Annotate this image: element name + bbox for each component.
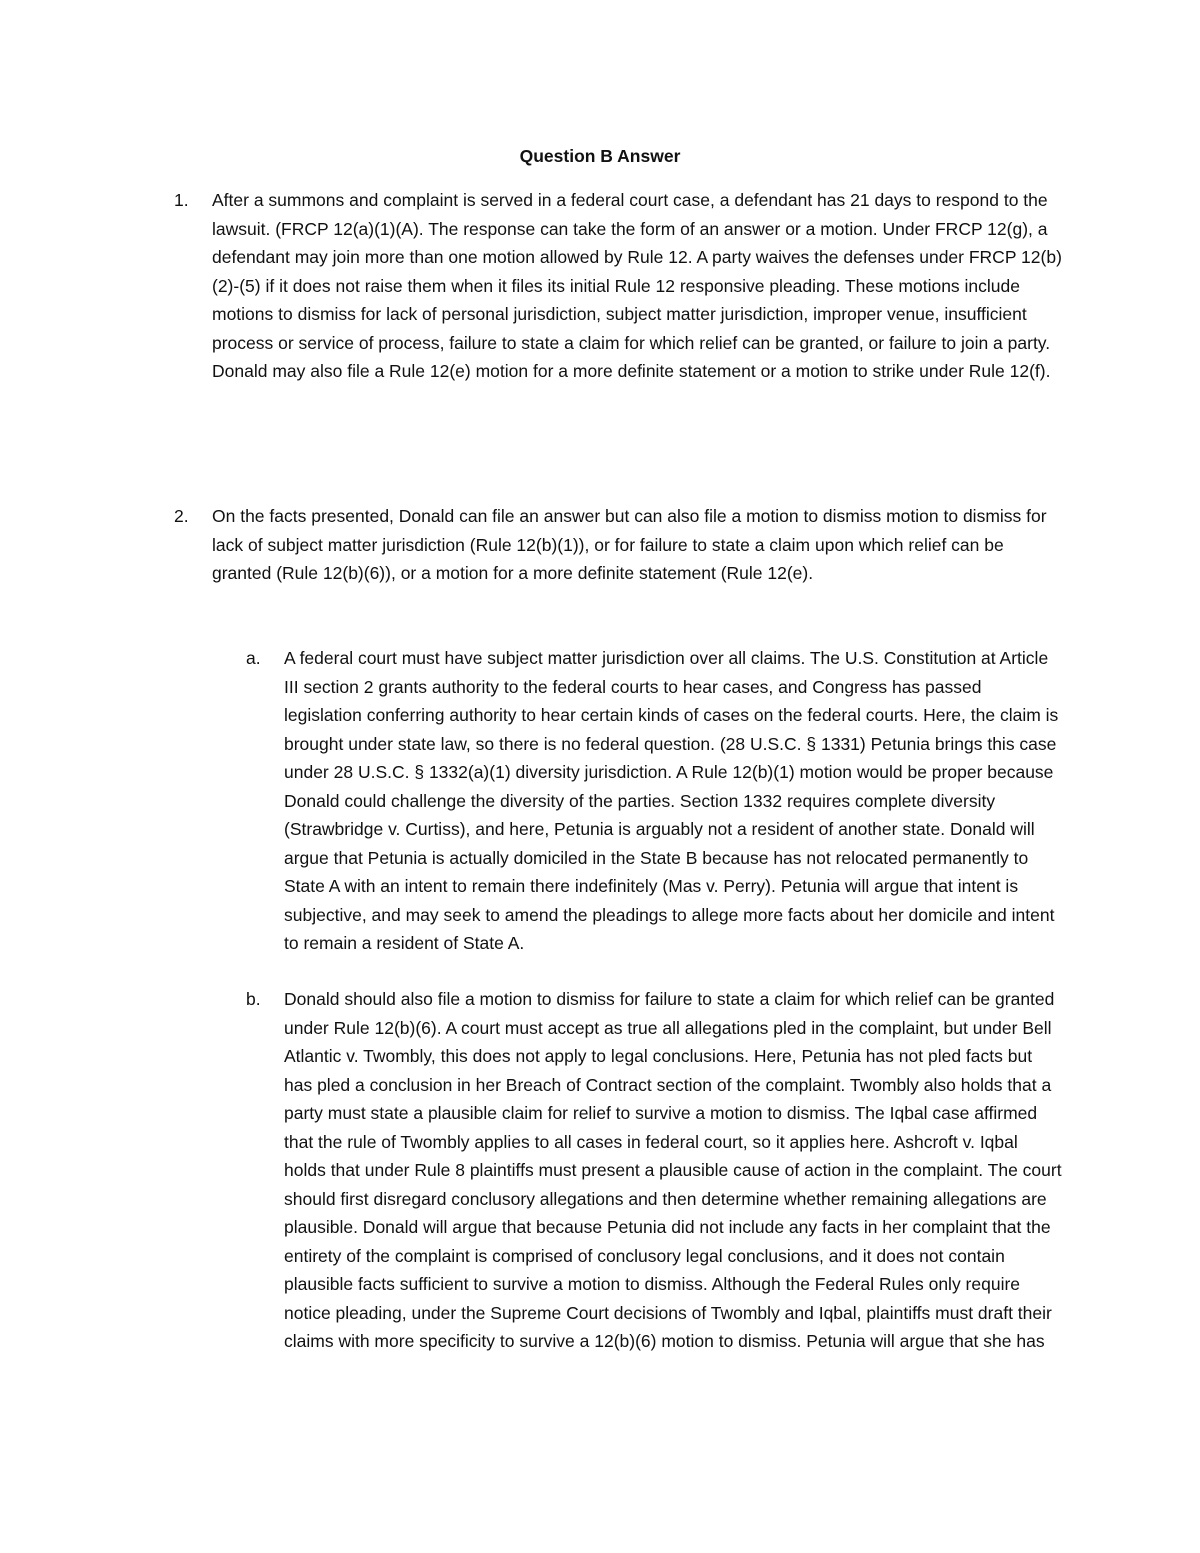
page-title: Question B Answer xyxy=(519,146,681,166)
sub-item-letter: a. xyxy=(246,648,261,668)
item-text: On the facts presented, Donald can file an answer but can also file a motion to dismiss motion to dismiss for lack of subject matter jurisdiction (Rule 12(b)(1)), or for failure to state a claim upon which relief can be granted (Rule 12(b)(6)), or a motion for a more definite statement (Rule 12(e). xyxy=(212,506,1047,583)
item-number: 2. xyxy=(174,506,189,526)
numbered-item-2 xyxy=(174,502,1062,588)
sub-item-text: Donald should also file a motion to dismiss for failure to state a claim for which relief can be granted under Rule 12(b)(6). A court must accept as true all allegations pled in the complaint, but under Bell Atlantic v. Twombly, this does not apply to legal conclusions. Here, Petunia has not pled facts but has pled a conclusion in her Breach of Contract section of the complaint. Twombly also holds that a party must state a plausible claim for relief to survive a motion to dismiss. The Iqbal case affirmed that the rule of Twombly applies to all cases in federal court, so it applies here. Ashcroft v. Iqbal holds that under Rule 8 plaintiffs must present a plausible cause of action in the complaint. The court should first disregard conclusory allegations and then determine whether remaining allegations are plausible. Donald will argue that because Petunia did not include any facts in her complaint that the entirety of the complaint is comprised of conclusory legal conclusions, and it does not contain plausible facts sufficient to survive a motion to dismiss. Although the Federal Rules only require notice pleading, under the Supreme Court decisions of Twombly and Iqbal, plaintiffs must draft their claims with more specificity to survive a 12(b)(6) motion to dismiss. Petunia will argue that she has xyxy=(284,989,1062,1351)
item-number: 1. xyxy=(174,190,189,210)
sub-item-text: A federal court must have subject matter jurisdiction over all claims. The U.S. Constitution at Article III section 2 grants authority to the federal courts to hear cases, and Congress has passed legislation conferring authority to hear certain kinds of cases on the federal courts. Here, the claim is brought under state law, so there is no federal question. (28 U.S.C. § 1331) Petunia brings this case under 28 U.S.C. § 1332(a)(1) diversity jurisdiction. A Rule 12(b)(1) motion would be proper because Donald could challenge the diversity of the parties. Section 1332 requires complete diversity (Strawbridge v. Curtiss), and here, Petunia is arguably not a resident of another state. Donald will argue that Petunia is actually domiciled in the State B because has not relocated permanently to State A with an intent to remain there indefinitely (Mas v. Perry). Petunia will argue that intent is subjective, and may seek to amend the pleadings to allege more facts about her domicile and intent to remain a resident of State A. xyxy=(284,648,1059,953)
sub-item-letter: b. xyxy=(246,989,261,1009)
sub-item-a xyxy=(246,644,1064,958)
sub-item-b xyxy=(246,985,1064,1356)
item-text: After a summons and complaint is served in a federal court case, a defendant has 21 days to respond to the lawsuit. (FRCP 12(a)(1)(A). The response can take the form of an answer or a motion. Under FRCP 12(g), a defendant may join more than one motion allowed by Rule 12. A party waives the defenses under FRCP 12(b)(2)-(5) if it does not raise them when it files its initial Rule 12 responsive pleading. These motions include motions to dismiss for lack of personal jurisdiction, subject matter jurisdiction, improper venue, insufficient process or service of process, failure to state a claim for which relief can be granted, or failure to join a party. Donald may also file a Rule 12(e) motion for a more definite statement or a motion to strike under Rule 12(f). xyxy=(212,190,1062,381)
numbered-item-1 xyxy=(174,186,1062,386)
